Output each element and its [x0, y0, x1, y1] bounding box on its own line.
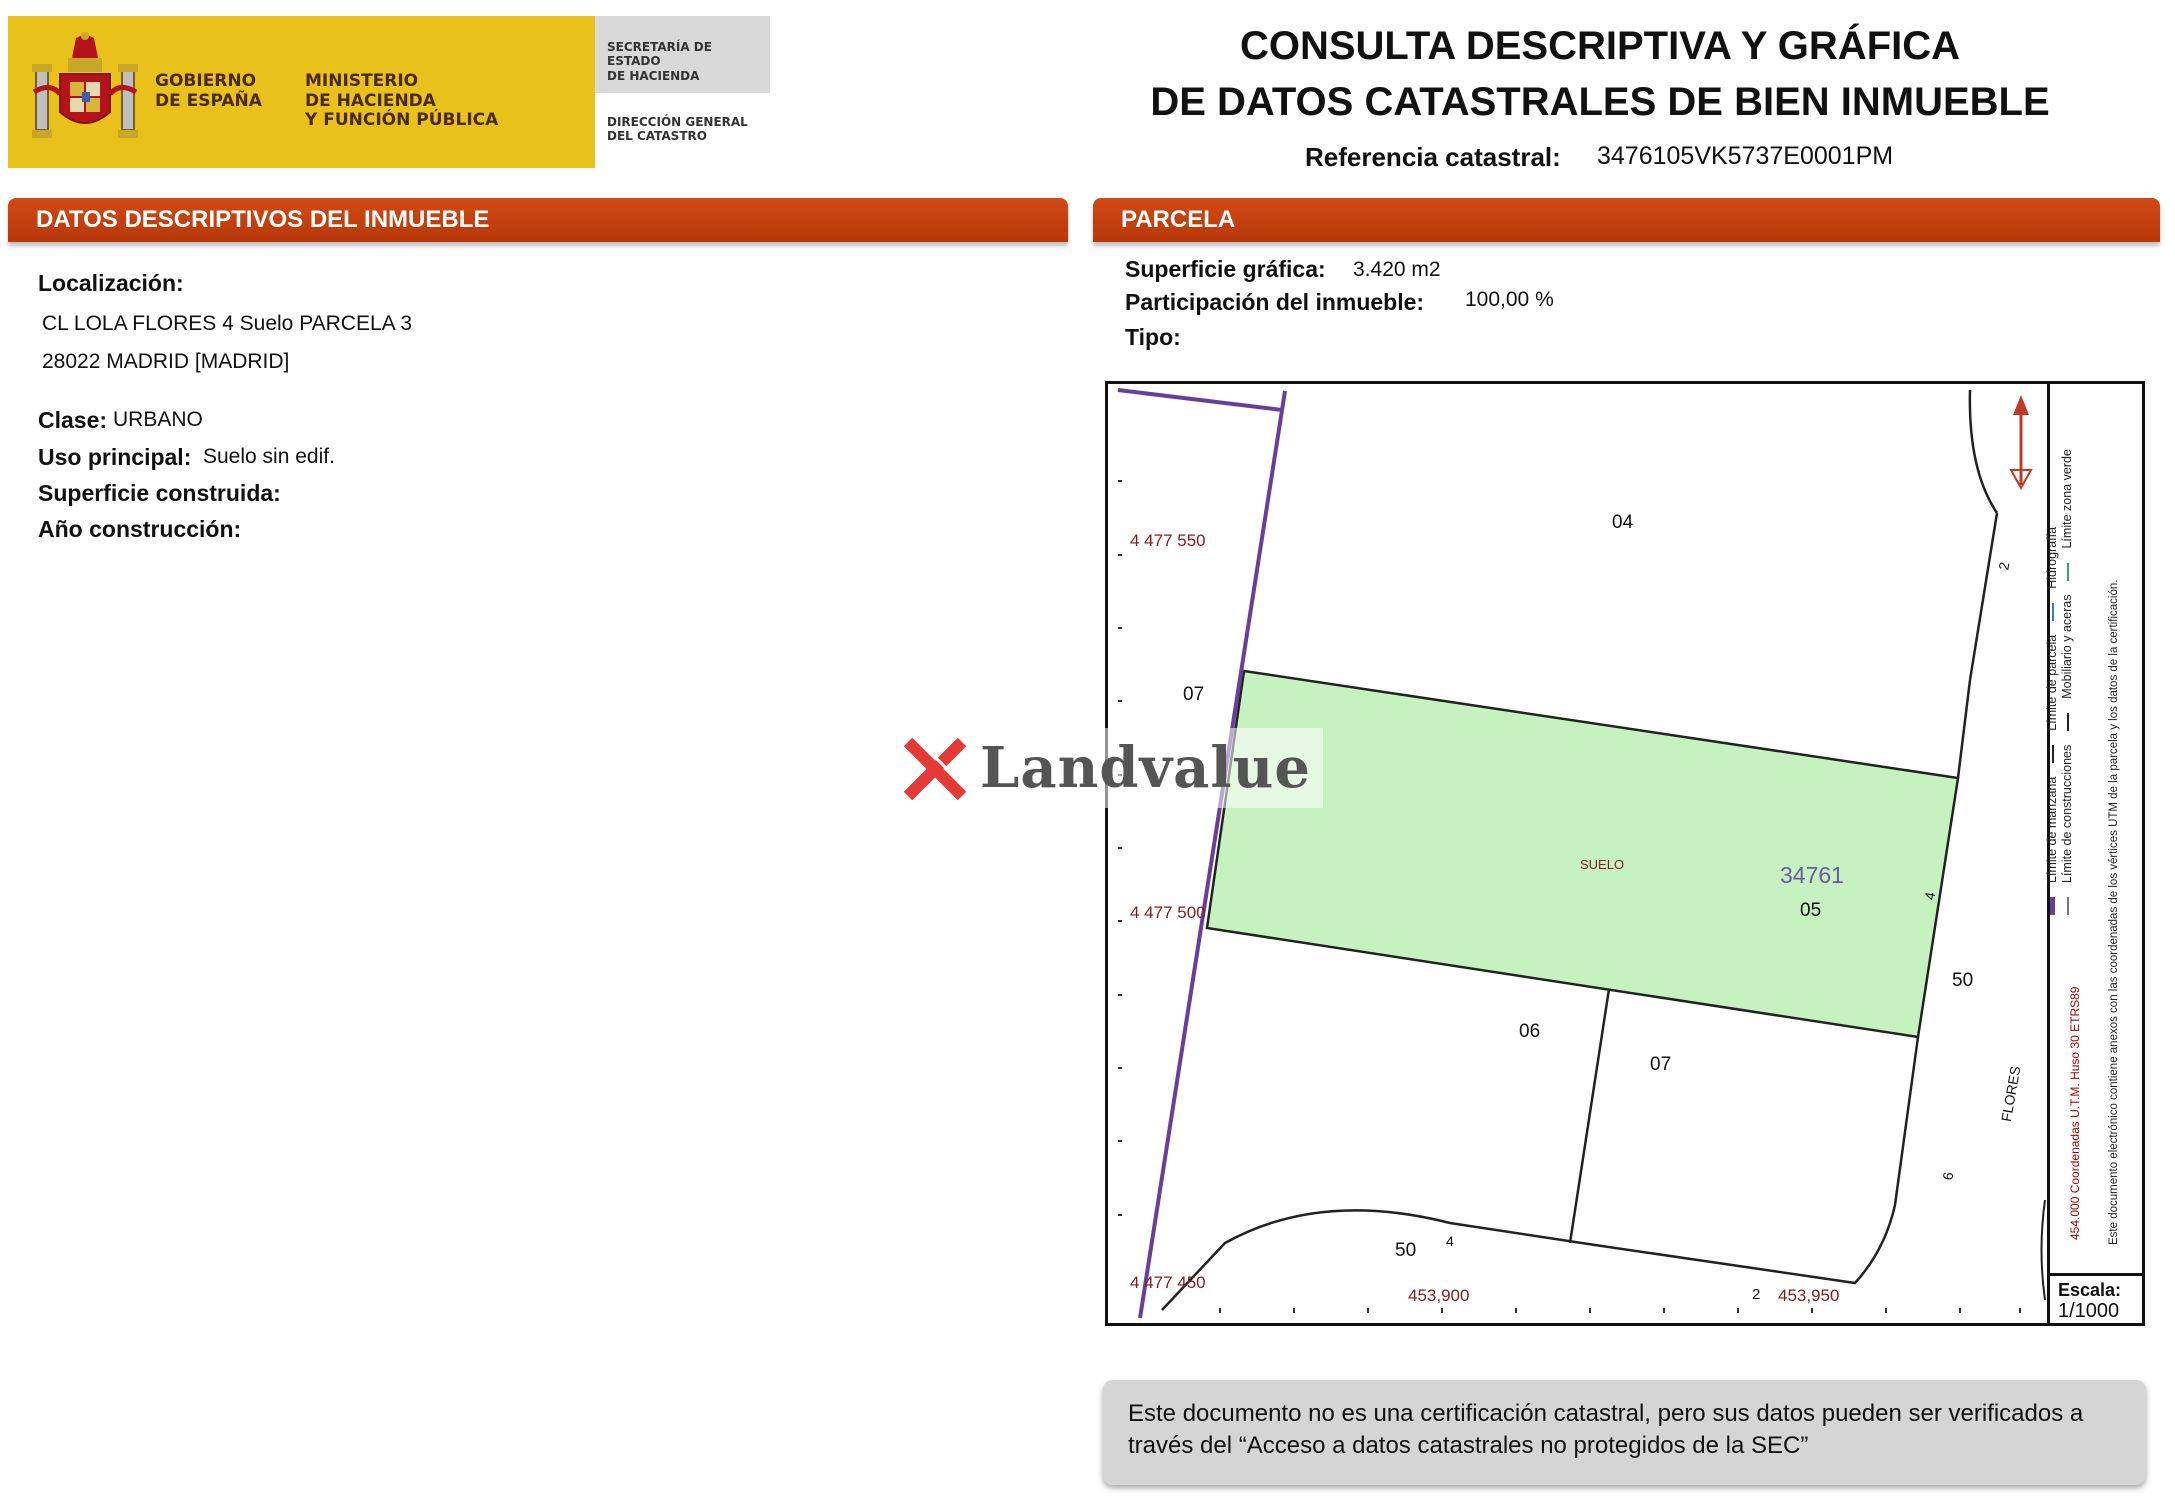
legend-swatch-hidrografia: [2052, 603, 2054, 621]
ministry-line: Y FUNCIÓN PÚBLICA: [305, 110, 499, 131]
direccion-line: DIRECCIÓN GENERAL: [607, 115, 748, 129]
address-line-2: 28022 MADRID [MADRID]: [42, 350, 290, 373]
uso-principal-label: Uso principal:: [38, 444, 192, 470]
coord-label-y: 4 477 450: [1130, 1273, 1206, 1292]
secretaria-line: DE HACIENDA: [607, 68, 700, 83]
house-number: 4: [1446, 1233, 1454, 1249]
parcel-boundary: [1970, 513, 1997, 680]
parcel-number: 05: [1800, 900, 1822, 921]
parcel-number: 50: [1952, 970, 1974, 991]
notice-line: Este documento no es una certificación catastral, pero sus datos pueden ser verificados a: [1128, 1400, 2084, 1427]
street-label: FLORES: [1998, 1064, 2024, 1123]
gov-name-line: DE ESPAÑA: [155, 90, 262, 111]
ministry-name: [305, 72, 498, 131]
suelo-label: SUELO: [1580, 857, 1625, 872]
watermark-text: Landvalue: [980, 735, 1311, 801]
address-line-1: CL LOLA FLORES 4 Suelo PARCELA 3: [42, 312, 413, 335]
notice-line: través del “Acceso a datos catastrales no protegidos de la SEC”: [1128, 1432, 1809, 1459]
parcel-boundary: [1958, 680, 1970, 778]
legend-coords: 454.000 Coordenadas U.T.M. Huso 30 ETRS89: [2068, 986, 2082, 1240]
parcel-number: 07: [1650, 1054, 1672, 1075]
uso-principal-value: Suelo sin edif.: [203, 445, 335, 468]
legend-item: Hidrografía: [2045, 526, 2059, 589]
house-number: 6: [1939, 1170, 1957, 1182]
clase-value: URBANO: [113, 408, 203, 431]
north-arrow-icon: [2011, 395, 2031, 488]
parcel-number: 07: [1183, 684, 1205, 705]
government-name: [155, 72, 262, 111]
street-curb: [2042, 1200, 2046, 1300]
house-number: 2: [1995, 560, 2013, 572]
gov-name-line: GOBIERNO: [155, 71, 257, 91]
house-number: 2: [1752, 1286, 1761, 1303]
parcela-header: PARCELA: [1093, 198, 2160, 242]
secretaria-label: [607, 40, 767, 83]
subject-parcel: [1207, 671, 1958, 1037]
street-curb: [1970, 390, 1997, 513]
coord-label-y: 4 477 550: [1130, 531, 1206, 550]
participacion-value: 100,00 %: [1465, 288, 1554, 311]
coat-of-arms-icon: [30, 30, 140, 145]
secretaria-line: SECRETARÍA DE ESTADO: [607, 40, 712, 69]
title-line: CONSULTA DESCRIPTIVA Y GRÁFICA: [1239, 24, 1961, 68]
title-line: DE DATOS CATASTRALES DE BIEN INMUEBLE: [1150, 80, 2050, 124]
direccion-line: DEL CATASTRO: [607, 129, 707, 144]
legend-row: [2045, 415, 2060, 915]
legend-item: Límite de construcciones: [2060, 744, 2074, 883]
anio-construccion-label: Año construcción:: [38, 516, 242, 542]
coord-label-x: 453,950: [1778, 1286, 1840, 1305]
legend-item: Límite zona verde: [2060, 449, 2074, 549]
legend-swatch-parcela: [2052, 745, 2054, 763]
block-limit-line: [1118, 390, 1282, 410]
legend-item: Límite de manzana: [2045, 776, 2059, 883]
legend-note: Este documento electrónico contiene anexos con las coordenadas de los vértices UTM de la parcela y los datos de la certificación.: [2108, 579, 2120, 1245]
map-legend: [2045, 415, 2145, 915]
parcel-boundary: [1570, 989, 1609, 1243]
house-number: 4: [1921, 890, 1939, 902]
parcel-number: 06: [1519, 1021, 1541, 1042]
parcel-number: 04: [1612, 512, 1634, 533]
direccion-label: [607, 115, 767, 144]
scale-label: Escala:: [2058, 1280, 2122, 1300]
superficie-grafica-label: Superficie gráfica:: [1125, 256, 1326, 282]
superficie-construida-label: Superficie construida:: [38, 480, 281, 506]
legend-swatch-manzana: [2050, 897, 2055, 915]
coord-label-y: 4 477 500: [1130, 903, 1206, 922]
page-title: [1100, 18, 2100, 130]
ministry-line: DE HACIENDA: [305, 90, 436, 111]
clase-label: Clase:: [38, 407, 108, 433]
scale-value: 1/1000: [2058, 1300, 2120, 1322]
participacion-label: Participación del inmueble:: [1125, 289, 1425, 315]
parcel-number: 50: [1395, 1240, 1417, 1261]
reference-value: 3476105VK5737E0001PM: [1597, 142, 1894, 170]
localizacion-label: Localización:: [38, 270, 184, 296]
notice-text: [1128, 1398, 2128, 1462]
parcel-boundary: [1162, 1037, 1918, 1310]
coord-label-x: 453,900: [1408, 1286, 1470, 1305]
reference-label: Referencia catastral:: [1305, 142, 1561, 172]
superficie-grafica-value: 3.420 m2: [1353, 258, 1441, 281]
legend-item: Mobiliario y aceras: [2060, 594, 2074, 699]
descriptive-data-header: DATOS DESCRIPTIVOS DEL INMUEBLE: [8, 198, 1068, 242]
landvalue-logo-icon: [898, 732, 972, 806]
ministry-line: MINISTERIO: [305, 71, 419, 91]
block-id-label: 34761: [1780, 862, 1844, 888]
legend-item: Límite de parcela: [2045, 634, 2059, 731]
tipo-label: Tipo:: [1125, 324, 1181, 350]
